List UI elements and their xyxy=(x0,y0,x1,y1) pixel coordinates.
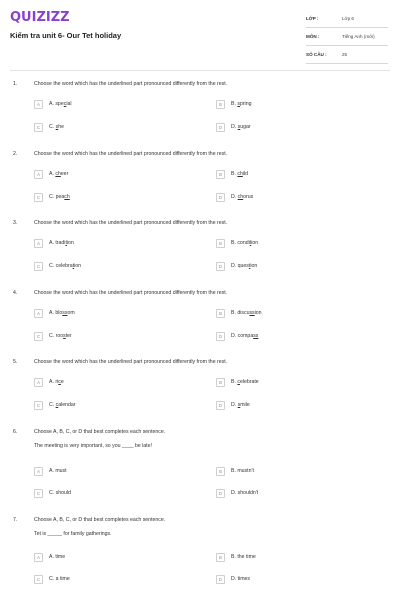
question-stem: The meeting is very important, so you ____ be late! xyxy=(34,443,152,449)
meta-row-count xyxy=(306,50,388,64)
option-text: B. condition xyxy=(231,240,259,246)
option-letter: C xyxy=(34,575,43,584)
option-letter: B xyxy=(216,309,225,318)
question-text: Choose A, B, C, or D that best completes each sentence. xyxy=(34,517,166,523)
option-letter: D xyxy=(216,123,225,132)
option-text: C. a time xyxy=(49,576,70,582)
option-letter: D xyxy=(216,193,225,202)
question-text: Choose the word which has the underlined part pronounced differently from the rest. xyxy=(34,151,228,157)
option-text: A. must xyxy=(49,468,67,474)
worksheet-header xyxy=(0,0,400,68)
option-text: A. blossom xyxy=(49,310,75,316)
option-text: D. sugar xyxy=(231,124,251,130)
option-letter: A xyxy=(34,309,43,318)
option-text: D. times xyxy=(231,576,251,582)
option-letter: C xyxy=(34,262,43,271)
question-number: 3. xyxy=(13,220,18,226)
option-letter: D xyxy=(216,489,225,498)
meta-label: MÔN : xyxy=(306,34,320,39)
meta-value: 25 xyxy=(342,52,348,57)
question-text: Choose the word which has the underlined part pronounced differently from the rest. xyxy=(34,290,228,296)
option-text: D. smile xyxy=(231,402,250,408)
option-letter: B xyxy=(216,553,225,562)
option-letter: B xyxy=(216,100,225,109)
option-letter: B xyxy=(216,239,225,248)
question-number: 1. xyxy=(13,81,18,87)
option-letter: A xyxy=(34,239,43,248)
option-text: A. tradition xyxy=(49,240,74,246)
option-text: B. celebrate xyxy=(231,379,259,385)
option-letter: A xyxy=(34,170,43,179)
option-text: C. peach xyxy=(49,194,70,200)
option-text: A. time xyxy=(49,554,66,560)
option-letter: D xyxy=(216,575,225,584)
option-text: D. chorus xyxy=(231,194,254,200)
option-letter: B xyxy=(216,378,225,387)
meta-label: SỐ CÂU : xyxy=(306,52,327,57)
option-letter: A xyxy=(34,553,43,562)
meta-row-subject xyxy=(306,32,388,46)
meta-label: LỚP : xyxy=(306,16,319,21)
question-text: Choose the word which has the underlined part pronounced differently from the rest. xyxy=(34,359,228,365)
option-letter: D xyxy=(216,332,225,341)
option-letter: A xyxy=(34,100,43,109)
option-letter: C xyxy=(34,489,43,498)
question-text: Choose A, B, C, or D that best completes each sentence. xyxy=(34,429,166,435)
option-letter: B xyxy=(216,170,225,179)
option-text: B. the time xyxy=(231,554,256,560)
option-text: A. rice xyxy=(49,379,64,385)
option-letter: C xyxy=(34,332,43,341)
option-text: C. celebration xyxy=(49,263,82,269)
question-text: Choose the word which has the underlined part pronounced differently from the rest. xyxy=(34,220,228,226)
question-number: 5. xyxy=(13,359,18,365)
header-divider xyxy=(10,70,390,71)
option-text: A. special xyxy=(49,101,72,107)
meta-table xyxy=(306,14,388,68)
option-letter: D xyxy=(216,401,225,410)
option-text: B. mustn't xyxy=(231,468,254,474)
option-text: C. should xyxy=(49,490,71,496)
quizizz-logo: QUIZIZZ xyxy=(10,10,70,25)
question-number: 6. xyxy=(13,429,18,435)
option-text: B. discussion xyxy=(231,310,262,316)
question-number: 4. xyxy=(13,290,18,296)
option-letter: A xyxy=(34,467,43,476)
question-number: 2. xyxy=(13,151,18,157)
option-text: C. calendar xyxy=(49,402,76,408)
option-letter: A xyxy=(34,378,43,387)
meta-value: Tiếng Anh (mới) xyxy=(342,34,375,39)
question-stem: Tet is _____ for family gatherings. xyxy=(34,531,112,537)
option-letter: B xyxy=(216,467,225,476)
option-letter: C xyxy=(34,401,43,410)
option-text: C. she xyxy=(49,124,65,130)
question-number: 7. xyxy=(13,517,18,523)
quiz-title: Kiểm tra unit 6- Our Tet holiday xyxy=(10,31,122,40)
option-text: C. rooster xyxy=(49,333,72,339)
option-text: D. question xyxy=(231,263,258,269)
meta-row-class xyxy=(306,14,388,28)
meta-value: Lớp 6 xyxy=(342,16,354,21)
question-text: Choose the word which has the underlined part pronounced differently from the rest. xyxy=(34,81,228,87)
option-letter: C xyxy=(34,193,43,202)
option-text: D. shouldn't xyxy=(231,490,259,496)
option-text: A. cheer xyxy=(49,171,69,177)
option-text: B. spring xyxy=(231,101,252,107)
option-letter: D xyxy=(216,262,225,271)
option-letter: C xyxy=(34,123,43,132)
option-text: D. compass xyxy=(231,333,259,339)
option-text: B. child xyxy=(231,171,249,177)
